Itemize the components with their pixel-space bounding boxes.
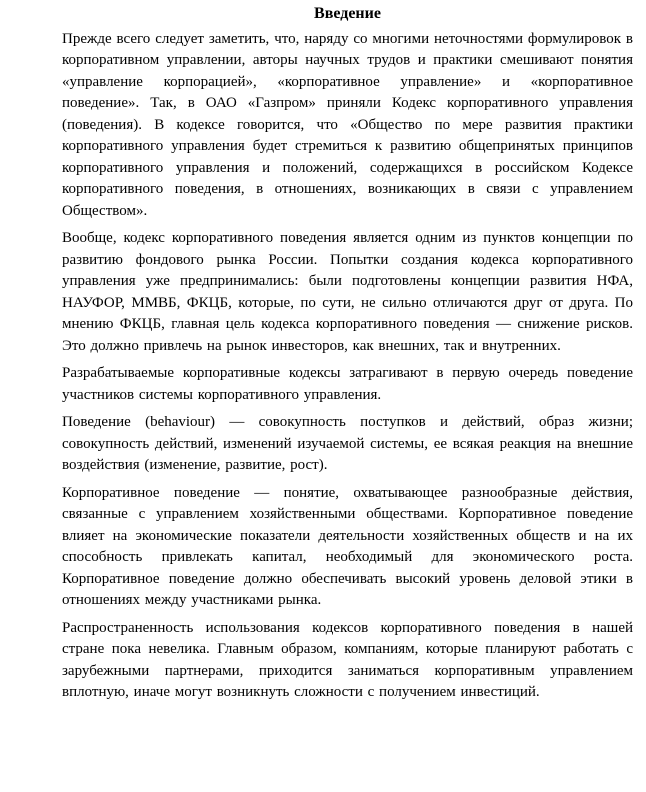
- paragraph-6: Распространенность использования кодексов корпоративного поведения в нашей стране пока невелика. Главным образом, компаниям, которые планируют работать с зарубежными партнерами, приходится заниматься корпоративным управлением вплотную, иначе могут возникнуть сложности с получением инвестиций.: [62, 619, 633, 700]
- page-title: Введение: [314, 5, 381, 22]
- paragraph-3: Разрабатываемые корпоративные кодексы затрагивают в первую очередь поведение участников системы корпоративного управления.: [62, 365, 633, 403]
- paragraph-1: Прежде всего следует заметить, что, наряду со многими неточностями формулировок в корпоративном управлении, авторы научных трудов и практики смешивают понятия «управление корпорацией», «корпоративное управление» и «корпоративное поведение». Так, в ОАО «Газпром» приняли Кодекс корпоративного управления (поведения). В кодексе говорится, что «Общество по мере развития практики корпоративного управления будет стремиться к развитию общепринятых принципов корпоративного управления и положений, содержащихся в российском Кодексе корпоративного поведения, в отношениях, возникающих в связи с управлением Обществом».: [62, 30, 633, 219]
- paragraph-2: Вообще, кодекс корпоративного поведения является одним из пунктов концепции по развитию фондового рынка России. Попытки создания кодекса корпоративного управления уже предпринимались: были подготовлены концепции развития НФА, НАУФОР, ММВБ, ФКЦБ, которые, по сути, не сильно отличаются друг от друга. По мнению ФКЦБ, главная цель кодекса корпоративного поведения — снижение рисков. Это должно привлечь на рынок инвесторов, как внешних, так и внутренних.: [62, 230, 633, 354]
- paragraph-5: Корпоративное поведение — понятие, охватывающее разнообразные действия, связанные с управлением хозяйственными обществами. Корпоративное поведение влияет на экономические показатели деятельности хозяйственных обществ и на их способность привлекать капитал, необходимый для экономического роста. Корпоративное поведение должно обеспечивать высокий уровень деловой этики в отношениях между участниками рынка.: [62, 484, 633, 608]
- paragraph-4: Поведение (behaviour) — совокупность поступков и действий, образ жизни; совокупность действий, изменений изучаемой системы, ее всякая реакция на внешние воздействия (изменение, развитие, рост).: [62, 414, 633, 473]
